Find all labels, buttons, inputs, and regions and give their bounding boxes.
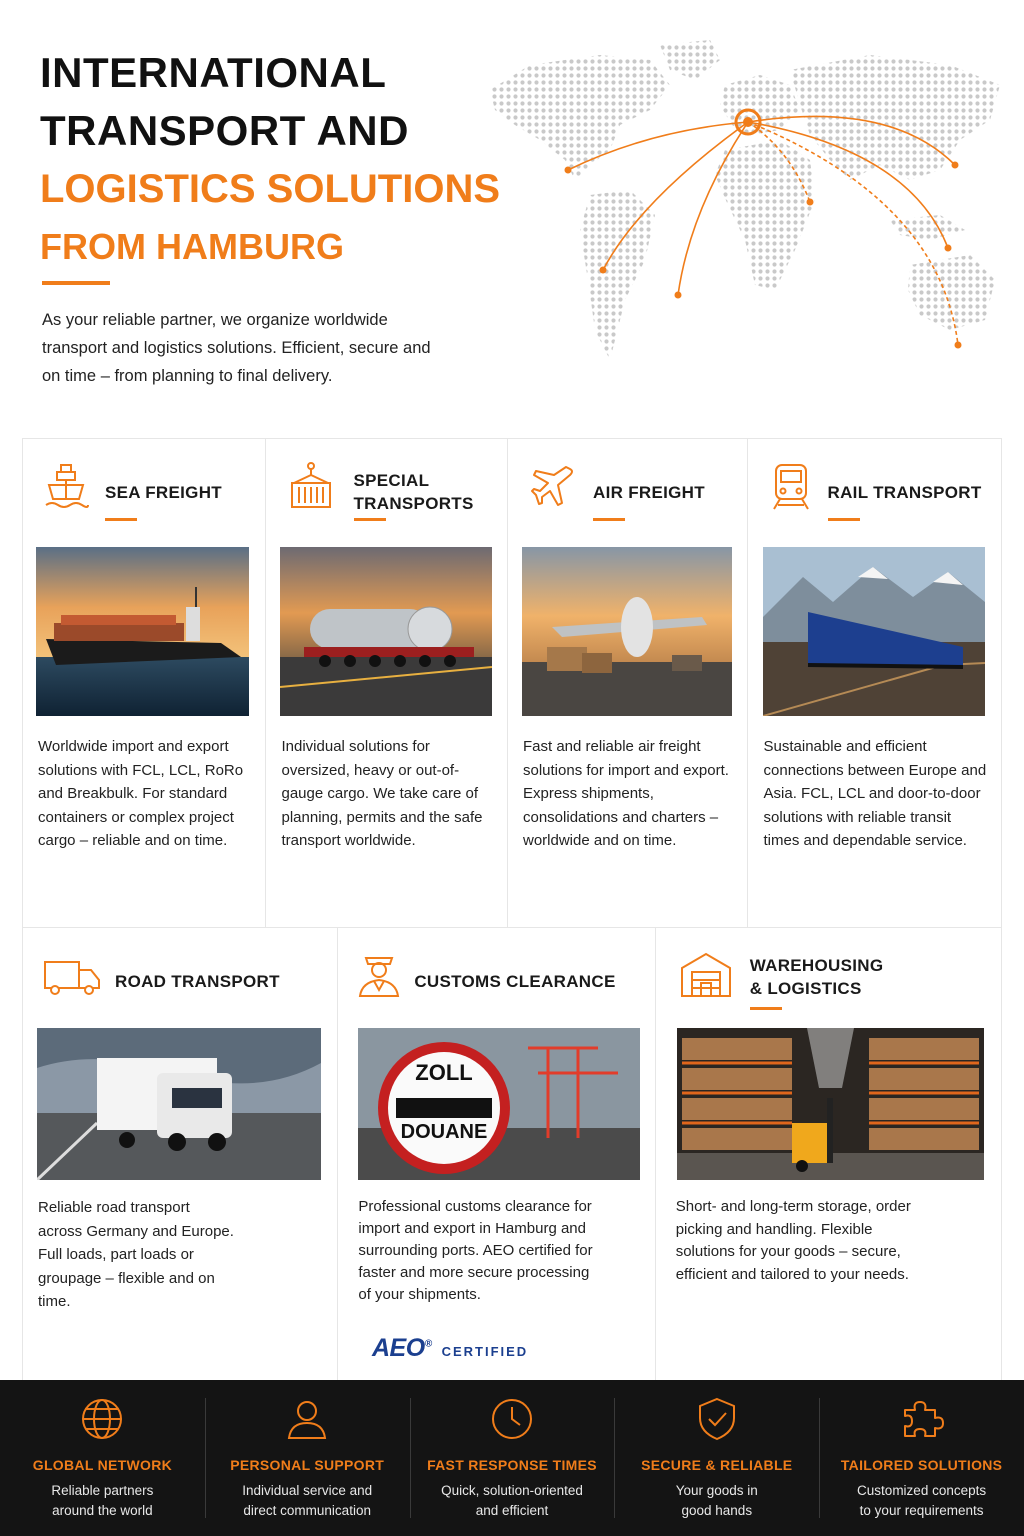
card-description: Reliable road transport across Germany and Europe. Full loads, part loads or groupage – flexible and on time. (38, 1199, 234, 1310)
warehouse-forklift-photo (677, 1028, 984, 1180)
feature-tailored-solutions (819, 1380, 1024, 1536)
feature-description (819, 1481, 1024, 1521)
card-air-freight[interactable] (508, 439, 748, 927)
desc-line-1: Reliable partners (51, 1483, 154, 1498)
title-line-1: INTERNATIONAL (40, 49, 387, 96)
ship-icon (43, 461, 89, 513)
card-title: CUSTOMS CLEARANCE (414, 972, 616, 991)
card-description: Sustainable and efficient connections between Europe and Asia. FCL, LCL and door-to-door solutions with reliable transit times and dependable service. (763, 738, 987, 849)
card-title (750, 954, 884, 1000)
card-title: SEA FREIGHT (105, 483, 222, 502)
title-line-2: TRANSPORT AND (40, 107, 409, 154)
container-crane-icon (288, 461, 334, 513)
feature-title: GLOBAL NETWORK (32, 1457, 173, 1473)
services-row-2 (22, 928, 1002, 1382)
title-divider (42, 281, 110, 285)
title-rule (593, 518, 625, 521)
shield-check-icon (694, 1396, 740, 1442)
feature-title: TAILORED SOLUTIONS (840, 1457, 1003, 1473)
train-icon (768, 461, 814, 513)
title-line-2: TRANSPORTS (353, 494, 474, 513)
truck-icon (43, 950, 101, 1002)
heavy-cargo-truck-photo (280, 547, 492, 716)
desc-line-1: Quick, solution-oriented (441, 1483, 583, 1498)
card-warehousing[interactable] (656, 928, 1001, 1381)
card-sea-freight[interactable] (23, 439, 266, 927)
desc-line-2: direct communication (243, 1503, 371, 1518)
card-title (354, 469, 474, 515)
page-title (40, 44, 510, 276)
airplane-icon (530, 461, 576, 513)
card-title: RAIL TRANSPORT (827, 483, 982, 502)
title-line-3: LOGISTICS SOLUTIONS (40, 167, 501, 211)
title-rule (354, 518, 386, 521)
aeo-logo: AEO® (372, 1334, 432, 1362)
desc-line-2: and efficient (475, 1503, 549, 1518)
title-line-2: & LOGISTICS (749, 979, 862, 998)
title-line-4: FROM HAMBURG (40, 226, 344, 267)
customs-officer-icon (356, 950, 402, 1002)
hero-section (0, 0, 1024, 430)
warehouse-icon (680, 950, 732, 1002)
features-bar (0, 1380, 1024, 1536)
container-ship-photo (36, 547, 249, 716)
card-description: Fast and reliable air freight solutions for import and export. Express shipments, consolidations and charters – worldwide and on time. (523, 738, 729, 849)
title-rule (828, 518, 860, 521)
aeo-logo-text: AEO (372, 1334, 425, 1362)
card-description: Short- and long-term storage, order picking and handling. Flexible solutions for your goods – secure, efficient and tailored to your needs. (675, 1198, 911, 1283)
card-description: Individual solutions for oversized, heavy or out-of-gauge cargo. We take care of planning, permits and the safe transport worldwide. (281, 738, 483, 849)
sign-text-douane: DOUANE (401, 1121, 488, 1143)
aeo-certified-label: CERTIFIED (441, 1344, 529, 1359)
cargo-airplane-photo (522, 547, 732, 716)
feature-title: PERSONAL SUPPORT (230, 1457, 385, 1473)
feature-description (0, 1481, 205, 1521)
sign-text-zoll: ZOLL (415, 1060, 474, 1085)
title-rule (750, 1007, 782, 1010)
feature-description (614, 1481, 819, 1521)
feature-description (205, 1481, 410, 1521)
desc-line-1: Your goods in (675, 1483, 758, 1498)
clock-icon (489, 1396, 535, 1442)
feature-global-network (0, 1380, 205, 1536)
zoll-douane-sign-photo (358, 1028, 640, 1180)
card-title: AIR FREIGHT (593, 483, 705, 502)
card-description: Professional customs clearance for import and export in Hamburg and surrounding ports. AEO certified for faster and more secure processing of your shipments. (358, 1198, 593, 1303)
desc-line-2: around the world (52, 1503, 153, 1518)
card-special-transports[interactable] (266, 439, 509, 927)
aeo-certified-logo (372, 1334, 528, 1363)
feature-fast-response (410, 1380, 615, 1536)
freight-train-photo (763, 547, 985, 716)
card-customs-clearance[interactable] (338, 928, 655, 1381)
card-road-transport[interactable] (23, 928, 338, 1381)
world-map-icon (470, 30, 1020, 390)
feature-secure-reliable (614, 1380, 819, 1536)
card-description: Worldwide import and export solutions with FCL, LCL, RoRo and Breakbulk. For standard containers or complex project cargo – reliable and on time. (38, 738, 244, 849)
semi-truck-photo (37, 1028, 321, 1180)
feature-title: SECURE & RELIABLE (641, 1457, 793, 1473)
card-title: ROAD TRANSPORT (115, 972, 280, 991)
desc-line-1: Customized concepts (857, 1483, 987, 1498)
desc-line-1: Individual service and (242, 1483, 373, 1498)
title-line-1: WAREHOUSING (749, 956, 884, 975)
desc-line-2: good hands (681, 1503, 753, 1518)
puzzle-icon (899, 1396, 945, 1442)
feature-description (410, 1481, 615, 1521)
feature-title: FAST RESPONSE TIMES (427, 1457, 597, 1473)
feature-personal-support (205, 1380, 410, 1536)
title-line-1: SPECIAL (353, 471, 430, 490)
services-row-1 (22, 438, 1002, 928)
person-icon (284, 1396, 330, 1442)
card-rail-transport[interactable] (748, 439, 1001, 927)
desc-line-2: to your requirements (859, 1503, 984, 1518)
intro-text: As your reliable partner, we organize worldwide transport and logistics solutions. Efficient, secure and on time – from planning to final delivery. (42, 311, 431, 385)
title-rule (105, 518, 137, 521)
globe-icon (79, 1396, 125, 1442)
